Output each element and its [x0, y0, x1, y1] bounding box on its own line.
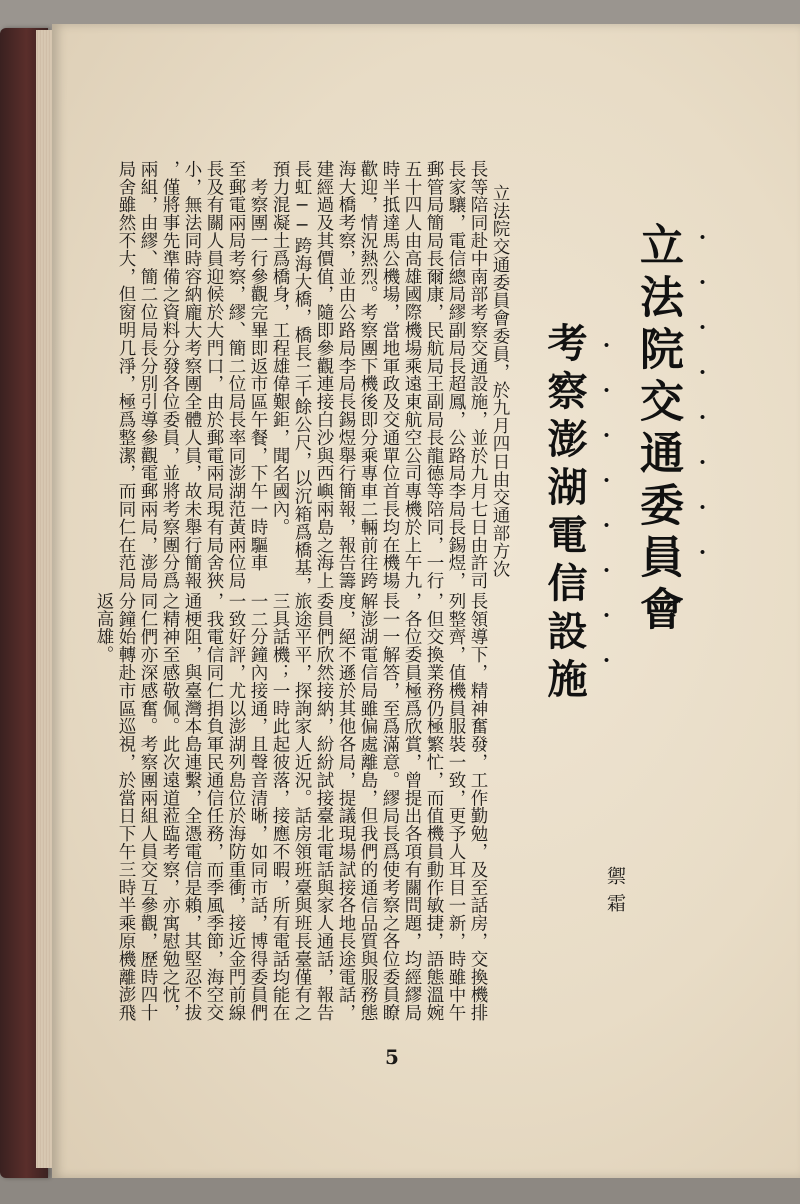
text-column: 分鐘始轉赴市區巡視，於當日下午三時半乘原機離澎飛 — [116, 592, 136, 1022]
text-column: 長及有關人員迎候於大門口，由於郵電兩局現有局舍狹 — [204, 160, 224, 590]
text-column: 長領導下，精神奮發，工作勤勉，及至話房，交換機排 — [468, 592, 488, 1022]
text-column: 委員們欣然接納，紛紛試接臺北電話與家人通話，報告 — [314, 592, 334, 1022]
text-column: 列整齊，值機員服裝一致，更予人耳目一新，時雖中午 — [446, 592, 466, 1022]
text-column: 三具話機；一時此起彼落，接應不暇，所有電話均能在 — [270, 592, 290, 1022]
text-column: 長一一解答，至爲滿意。繆局長爲使考察之各位委員瞭 — [380, 592, 400, 1022]
text-column: 小，無法同時容納龐大考察團全體人員，故未舉行簡報 — [182, 160, 202, 590]
text-column: 至郵電兩局考察，繆、簡二位局長率同澎湖范黃兩位局 — [226, 160, 246, 590]
text-column: 時半抵達馬公機場，當地軍政及交通單位首長均在機場 — [380, 160, 400, 590]
text-column: 郵管局簡局長爾康，民航局王副局長龍德等陪同，一行 — [424, 160, 444, 590]
text-column: 五十四人由高雄國際機場乘遠東航空公司專機於上午九 — [402, 160, 422, 590]
page-number: 5 — [385, 1045, 399, 1069]
article-title-line-2: 考察澎湖電信設施 — [541, 322, 588, 706]
text-column: 同仁們亦深感奮。考察團兩組人員交互參觀，歷時四十 — [138, 592, 158, 1022]
text-column: ，我電信同仁捐負軍民通信任務，而季風季節，海空交 — [204, 592, 224, 1022]
text-column: ，但交換業務仍極繁忙，而值機員動作敏捷，語態溫婉 — [424, 592, 444, 1022]
title-dots-2: ・・・・・・・・ — [592, 334, 617, 694]
text-column: 長虹──跨海大橋，橋長二千餘公尺，以沉箱爲橋基， — [292, 160, 312, 595]
text-column: 局舍雖然不大，但窗明几淨，極爲整潔，而同仁在范局 — [116, 160, 136, 590]
text-column: 立法院交通委員會委員，於九月四日由交通部方次 — [490, 184, 510, 578]
text-column: 考察團一行參觀完畢即返市區午餐，下午一時驅車 — [248, 160, 268, 572]
text-column: 通梗阻，與臺灣本島連繫，全憑電信是賴，其堅忍不拔 — [182, 592, 202, 1022]
author-name: 禦霜 — [604, 866, 626, 920]
text-column: ，各位委員極爲欣賞，曾提出各項有關問題，均經繆局 — [402, 592, 422, 1022]
text-column: 度，絕不遜於其他各局，提議現場試接各地長途電話， — [336, 592, 356, 1022]
text-column: 歡迎，情況熱烈。考察團下機後即分乘專車二輛前往跨 — [358, 160, 378, 590]
text-column: 海大橋考察，並由公路局李局長錫煜舉行簡報，報告籌 — [336, 160, 356, 590]
text-column: 兩組，由繆、簡二位局長分別引導參觀電郵兩局，澎局 — [138, 160, 158, 590]
text-column: 返高雄。 — [94, 592, 114, 664]
text-column: 一二分鐘內接通，且聲音清晰，如同市話，博得委員們 — [248, 592, 268, 1022]
text-column: 長家驤，電信總局繆副局長超鳳，公路局李局長錫煜， — [446, 160, 466, 590]
text-column: 之精神至感敬佩。此次遠道蒞臨考察，亦寓慰勉之忱， — [160, 592, 180, 1022]
article-title-line-1: 立法院交通委員會 — [632, 222, 683, 638]
title-dots-1: ・・・・・・・・ — [688, 226, 713, 586]
text-column: 預力混凝土爲橋身，工程雄偉艱鉅，聞名國內。 — [270, 160, 290, 536]
text-column: 解澎湖電信局雖偏處離島，但我們的通信品質與服務態 — [358, 592, 378, 1022]
text-column: 長等陪同赴中南部考察交通設施，並於九月七日由許司 — [468, 160, 488, 590]
text-column: 一致好評，尤以澎湖列島位於海防重衝，接近金門前線 — [226, 592, 246, 1022]
text-column: ，僅將事先準備之資料分發各位委員，並將考察團分爲 — [160, 160, 180, 590]
text-column: 旅途平平，探詢家人近況。話房領班臺與班長臺僅有之 — [292, 592, 312, 1022]
text-column: 建經過及其價值，隨即參觀連接白沙與西嶼兩島之海上 — [314, 160, 334, 590]
